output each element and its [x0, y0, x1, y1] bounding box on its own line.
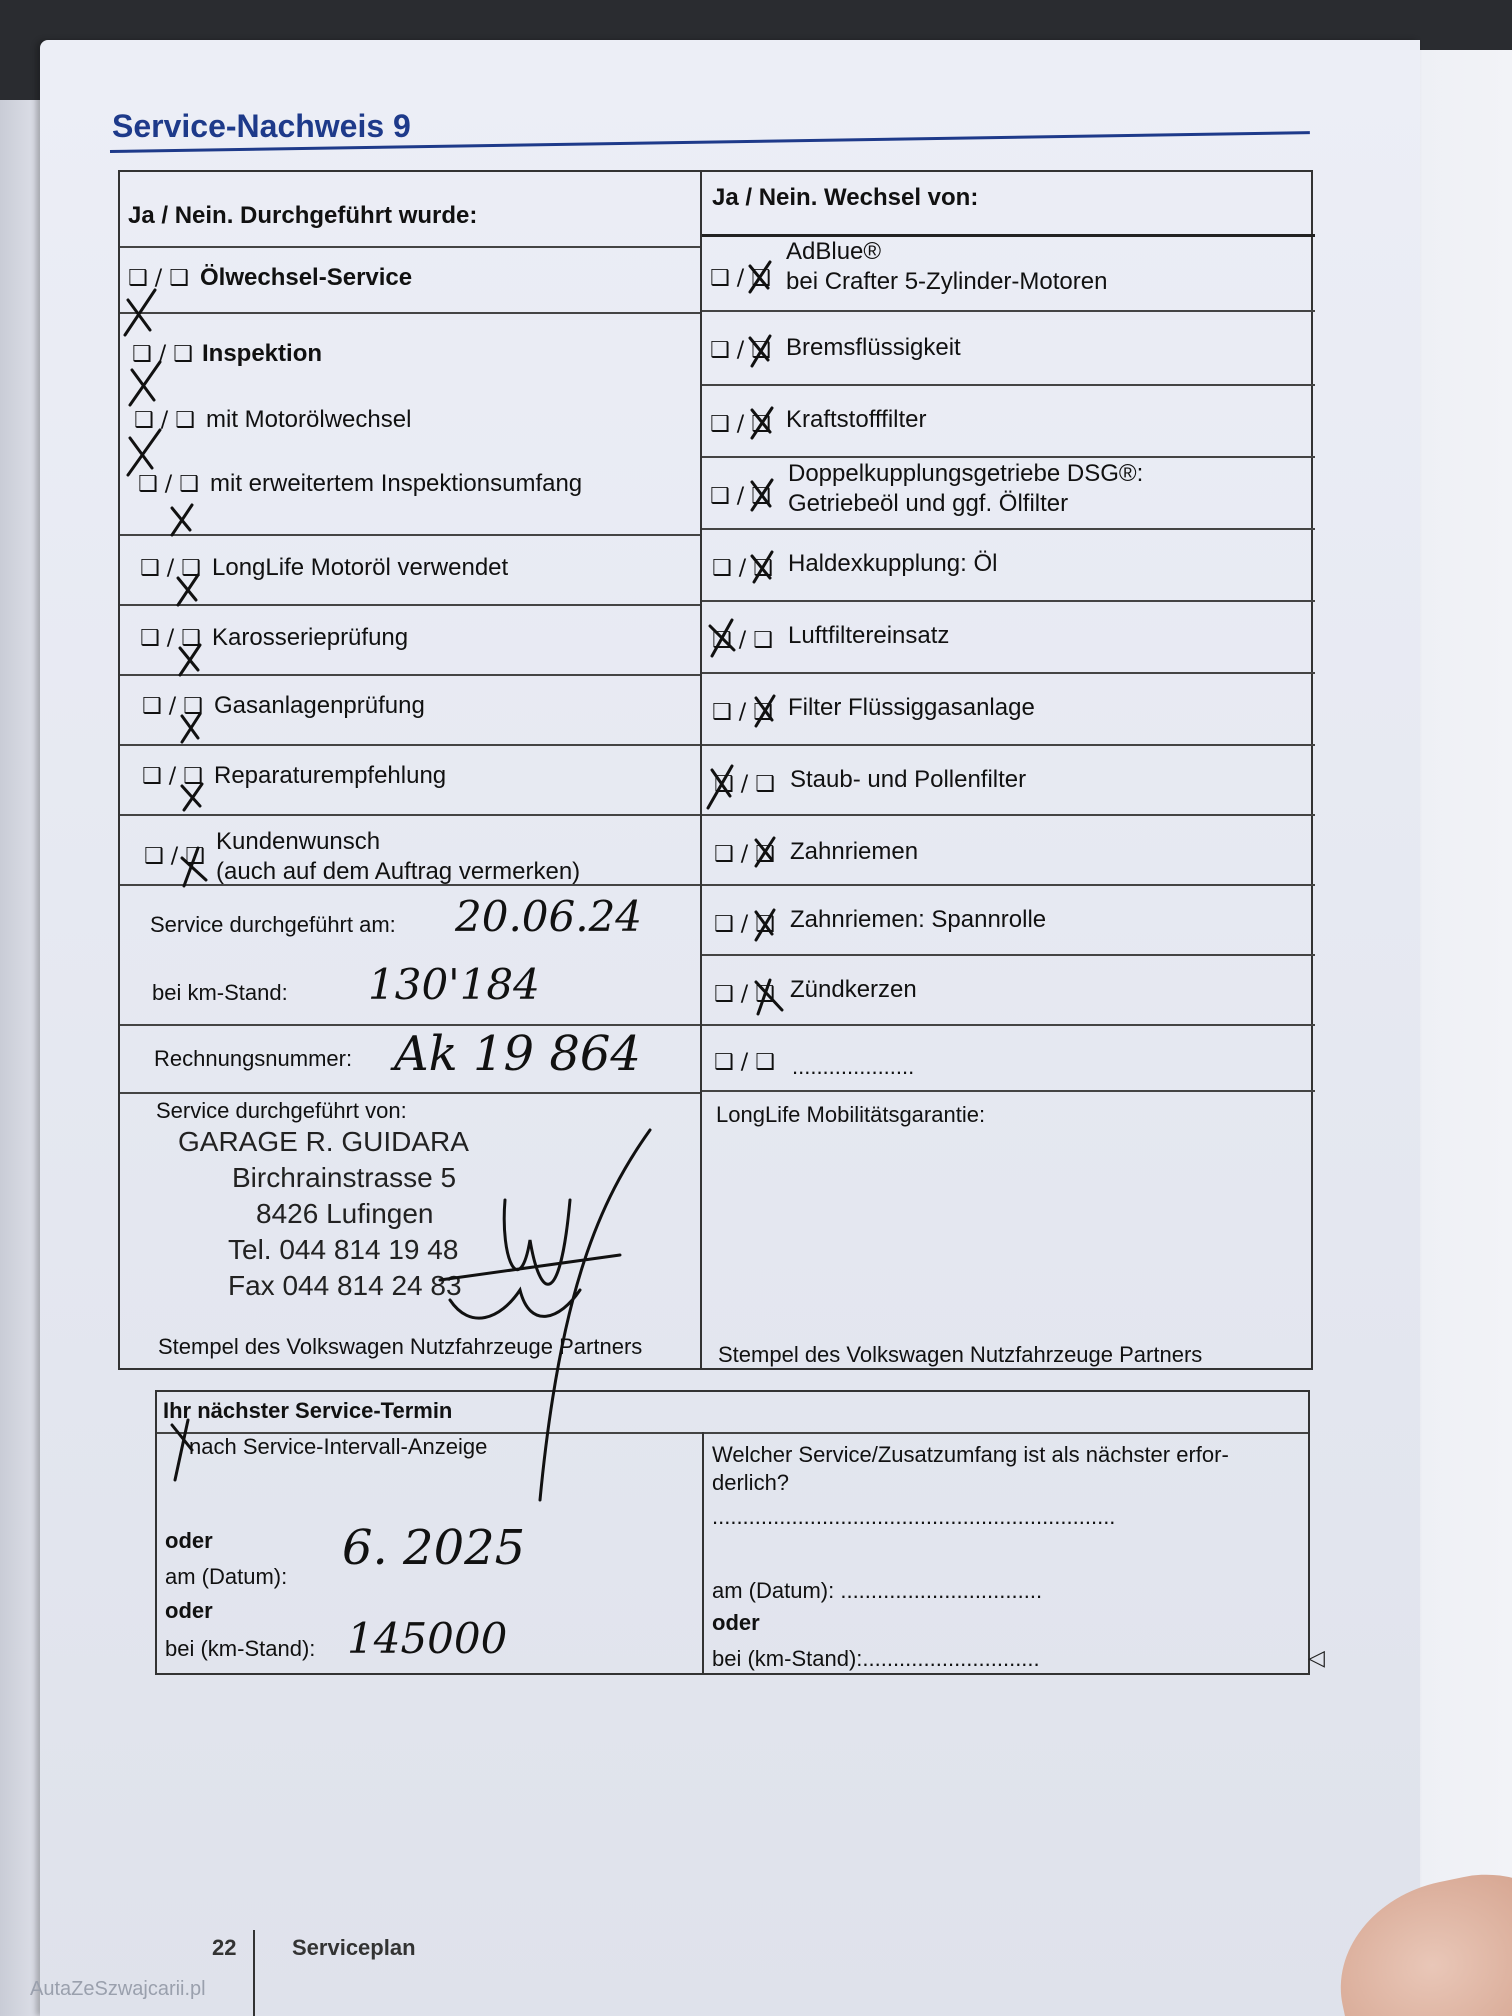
checkbox-pair[interactable]: ❑ / ❑ — [712, 700, 773, 725]
next-service-heading: Ihr nächster Service-Termin — [163, 1398, 453, 1423]
right-item-label: Zahnriemen — [790, 838, 919, 865]
left-item-label: LongLife Motoröl verwendet — [212, 554, 509, 581]
next-right-date-label: am (Datum): ................................. — [712, 1578, 1043, 1603]
checkbox-pair[interactable]: ❑ / ❑ — [132, 342, 193, 367]
check-mark — [750, 336, 770, 366]
right-item-label-2: Getriebeöl und ggf. Ölfilter — [788, 490, 1069, 517]
left-column-header: Ja / Nein. Durchgeführt wurde: — [128, 202, 478, 229]
stamp-line: Birchrainstrasse 5 — [232, 1162, 457, 1193]
check-mark — [172, 1420, 192, 1480]
checkbox-pair[interactable]: ❑ / ❑ — [128, 266, 189, 291]
check-mark — [752, 480, 772, 510]
continue-arrow-icon: ◁ — [1308, 1645, 1325, 1670]
right-item-label-2: bei Crafter 5-Zylinder-Motoren — [786, 268, 1108, 295]
checkbox-pair[interactable]: ❑ / ❑ — [714, 842, 775, 867]
right-item-label: Bremsflüssigkeit — [786, 334, 961, 361]
km-label: bei km-Stand: — [152, 980, 288, 1005]
stamp-line: Fax 044 814 24 83 — [228, 1270, 462, 1301]
next-km-value: 145000 — [347, 1614, 508, 1663]
footer-divider — [253, 1930, 255, 2016]
left-item-label: Gasanlagenprüfung — [214, 692, 425, 719]
check-mark — [750, 262, 770, 292]
checkbox-pair[interactable]: ❑ / ❑ — [144, 844, 205, 869]
service-date-label: Service durchgeführt am: — [150, 912, 396, 937]
right-item-label: Zahnriemen: Spannrolle — [790, 906, 1047, 933]
right-item-label: Kraftstofffilter — [786, 406, 927, 433]
right-item-label: Doppelkupplungsgetriebe DSG®: — [788, 460, 1144, 487]
checkbox-pair[interactable]: ❑ / ❑ — [710, 484, 771, 509]
checkbox-pair[interactable]: ❑ / ❑ — [134, 408, 195, 433]
right-item-blank: .................... — [792, 1054, 915, 1079]
service-date-value: 20.06.24 — [455, 892, 643, 941]
checkbox-pair[interactable]: ❑ / ❑ — [712, 556, 773, 581]
right-item-label: Staub- und Pollenfilter — [790, 766, 1027, 793]
checkbox-pair[interactable]: ❑ / ❑ — [710, 266, 771, 291]
checkbox-pair[interactable]: ❑ / ❑ — [714, 772, 775, 797]
check-mark — [182, 714, 200, 742]
right-column-header: Ja / Nein. Wechsel von: — [712, 184, 979, 211]
stamp-caption-right: Stempel des Volkswagen Nutzfahrzeuge Partners — [718, 1342, 1203, 1367]
next-question: Welcher Service/Zusatzumfang ist als nächster erfor- — [712, 1442, 1229, 1467]
checkbox-pair[interactable]: ❑ / ❑ — [712, 628, 773, 653]
left-item-label-2: (auch auf dem Auftrag vermerken) — [216, 858, 581, 885]
checkbox-pair[interactable]: ❑ / ❑ — [714, 912, 775, 937]
check-mark — [756, 838, 774, 866]
checkbox-pair[interactable]: ❑ / ❑ — [714, 982, 775, 1007]
check-mark — [710, 620, 734, 656]
check-mark — [125, 290, 155, 335]
right-item-label: Filter Flüssiggasanlage — [788, 694, 1035, 721]
checkbox-pair[interactable]: ❑ / ❑ — [138, 472, 199, 497]
page-number: 22 — [212, 1935, 237, 1960]
left-item-label: Karosserieprüfung — [212, 624, 409, 651]
performed-by-label: Service durchgeführt von: — [156, 1098, 407, 1123]
stamp-caption: Stempel des Volkswagen Nutzfahrzeuge Partners — [158, 1334, 643, 1359]
checkbox-pair[interactable]: ❑ / ❑ — [142, 764, 203, 789]
next-date-label: am (Datum): — [165, 1564, 288, 1589]
left-item-label: mit Motorölwechsel — [206, 406, 412, 433]
checkbox-pair[interactable]: ❑ / ❑ — [142, 694, 203, 719]
checkbox-pair[interactable]: ❑ / ❑ — [140, 626, 201, 651]
oder-label: oder — [165, 1598, 213, 1623]
check-mark — [756, 980, 782, 1014]
check-mark — [752, 408, 772, 438]
page-title: Service-Nachweis 9 — [112, 108, 411, 144]
km-value: 130'184 — [368, 960, 540, 1009]
check-mark — [172, 505, 192, 535]
signature — [440, 1130, 650, 1500]
footer-section: Serviceplan — [292, 1935, 416, 1960]
checkbox-pair[interactable]: ❑ / ❑ — [710, 412, 771, 437]
question-blank: .................................................................. — [712, 1504, 1116, 1529]
invoice-value: Ak 19 864 — [394, 1026, 641, 1082]
watermark: AutaZeSzwajcarii.pl — [30, 1978, 206, 2000]
right-item-label: Luftfiltereinsatz — [788, 622, 950, 649]
right-item-label: AdBlue® — [786, 238, 882, 265]
check-mark — [756, 696, 774, 726]
check-mark — [182, 848, 206, 886]
next-date-value: 6. 2025 — [342, 1520, 526, 1576]
invoice-label: Rechnungsnummer: — [154, 1046, 353, 1071]
next-question-2: derlich? — [712, 1470, 790, 1495]
left-item-label: mit erweitertem Inspektionsumfang — [210, 470, 583, 497]
left-item-label: Ölwechsel-Service — [200, 264, 413, 291]
stamp-line: Tel. 044 814 19 48 — [228, 1234, 459, 1265]
longlife-label: LongLife Mobilitätsgarantie: — [716, 1102, 986, 1127]
check-mark — [180, 645, 200, 675]
check-mark — [708, 766, 732, 808]
check-mark — [128, 430, 160, 475]
checkbox-pair[interactable]: ❑ / ❑ — [714, 1050, 775, 1075]
check-mark — [752, 552, 772, 582]
right-item-label: Zündkerzen — [790, 976, 917, 1003]
right-item-label: Haldexkupplung: Öl — [788, 550, 998, 577]
checkbox-pair[interactable]: ❑ / ❑ — [140, 556, 201, 581]
check-mark — [182, 784, 202, 810]
next-right-km-label: bei (km-Stand):............................. — [712, 1646, 1040, 1671]
checkbox-pair[interactable]: ❑ / ❑ — [710, 338, 771, 363]
interval-option: nach Service-Intervall-Anzeige — [189, 1434, 488, 1459]
check-mark — [130, 362, 160, 405]
check-mark — [178, 575, 198, 605]
left-item-label: Reparaturempfehlung — [214, 762, 447, 789]
left-item-label: Inspektion — [202, 340, 323, 367]
check-mark — [756, 910, 774, 940]
oder-label: oder — [712, 1610, 760, 1635]
stamp-line: GARAGE R. GUIDARA — [178, 1126, 469, 1157]
stamp-line: 8426 Lufingen — [256, 1198, 434, 1229]
next-km-label: bei (km-Stand): — [165, 1636, 316, 1661]
left-item-label: Kundenwunsch — [216, 828, 381, 855]
oder-label: oder — [165, 1528, 213, 1553]
